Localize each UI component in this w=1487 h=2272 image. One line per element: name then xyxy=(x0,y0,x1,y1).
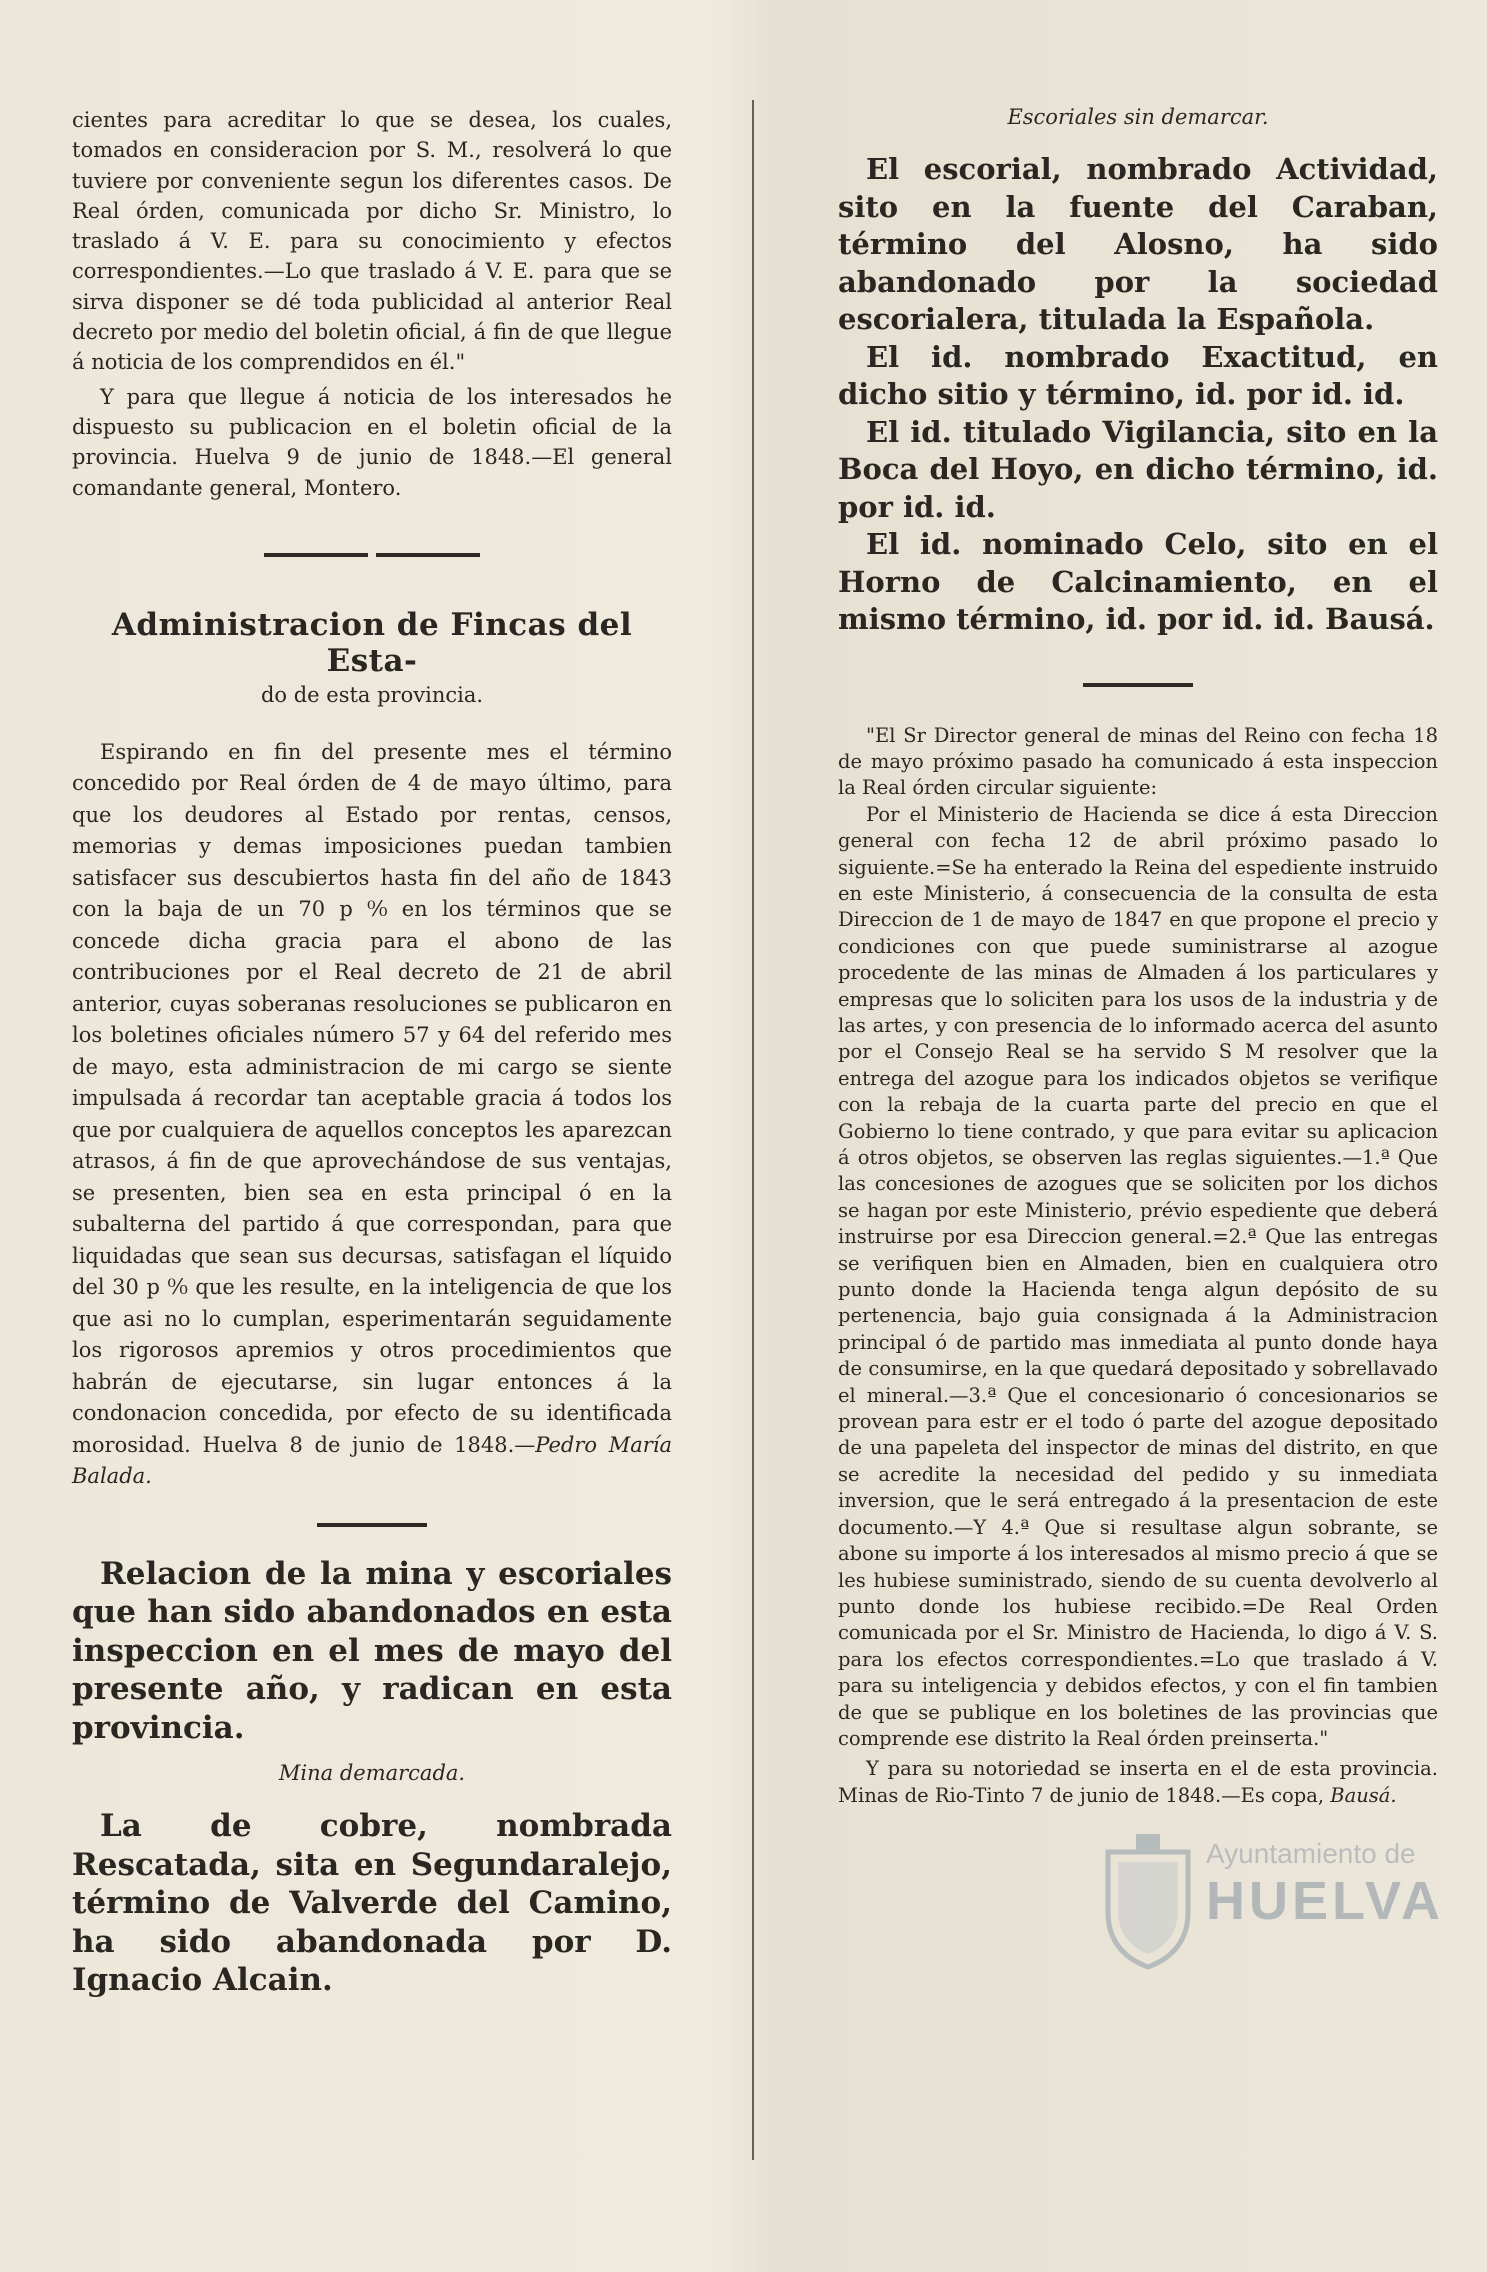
watermark-line-2: HUELVA xyxy=(1206,1871,1444,1931)
escorial-entry-1: El escorial, nombrado Actividad, sito en la fuente del Caraban, término del Alosno, ha sido abandonado por la sociedad escorialera, titulada la Española. xyxy=(838,152,1438,336)
right-paragraph-2: Por el Ministerio de Hacienda se dice á esta Direccion general con fecha 12 de abril próximo pasado lo siguiente.=Se ha enterado la Reina del espediente instruido en este Ministerio, á consecuencia de la consulta de esta Direccion de 1 de mayo de 1847 en que propone el precio y condiciones con que puede suministrarse al azogue procedente de las minas de Almaden á los particulares y empresas que lo soliciten para los usos de la industria y de las artes, y con presencia de lo informado acerca del asunto por el Consejo Real se ha servido S M resolver que la entrega del azogue para los indicados objetos se verifique con la rebaja de la cuarta parte del precio en que el Gobierno lo tiene contrado, y que para evitar su aplicacion á otros objetos, se observen las reglas siguientes.—1.ª Que las concesiones de azogues que se soliciten por los dichos se hagan por este Ministerio, prévio espediente que deberá instruirse por esa Direccion general.=2.ª Que las entregas se verifiquen bien en Almaden, bien en cualquiera otro punto donde la Hacienda tenga algun depósito de su pertenencia, bajo guia consignada á la Administracion principal ó de partido mas inmediata al punto donde haya de consumirse, en la que quedará depositado y sobrellavado el mineral.—3.ª Que el concesionario ó concesionarios se provean para estr er el todo ó parte del azogue depositado de una papeleta del inspector de minas del distrito, en que se acredite la necesidad del pedido y su inmediata inversion, que le será entregado á la presentacion de este documento.—Y 4.ª Que si resultase algun sobrante, se abone su importe á los interesados al mismo precio á que se les hubiese suministrado, siendo de su cuenta devolverlo al punto donde los hubiese recibido.=De Real Orden comunicada por el Sr. Ministro de Hacienda, lo digo á V. S. para los efectos correspondientes.=Lo que traslado á V. para su inteligencia y debidos efectos, y con el fin tambien de que se publique en los boletines de las provincias que comprende ese distrito la Real órden preinserta." xyxy=(838,802,1438,1750)
watermark-logo xyxy=(1088,1832,1468,1982)
section-title-administracion: Administracion de Fincas del Esta- xyxy=(111,606,633,679)
signature: Bausá. xyxy=(1330,1783,1397,1807)
closing-body: Y para su notoriedad se inserta en el de esta provincia. Minas de Rio-Tinto 7 de junio de 1848.—Es copa, xyxy=(838,1757,1438,1807)
section-divider xyxy=(72,553,672,557)
notice-body: Espirando en fin del presente mes el término concedido por Real órden de 4 de mayo último, para que los deudores al Estado por rentas, censos, memorias y demas imposiciones puedan tambien satisfacer sus descubiertos hasta fin del año de 1843 con la baja de un 70 p ⁰⁄₀ en los términos que se concede dicha gracia para el abono de las contribuciones por el Real decreto de 21 de abril anterior, cuyas soberanas resoluciones se publicaron en los boletines oficiales número 57 y 64 del referido mes de mayo, esta administracion de mi cargo se siente impulsada á recordar tan aceptable gracia á todos los que por cualquiera de aquellos conceptos les aparezcan atrasos, á fin de que aprovechándose de sus ventajas, se presenten, bien sea en esta principal ó en la subalterna del partido á que correspondan, para que liquidadas que sean sus decursas, satisfagan el líquido del 30 p ⁰⁄₀ que les resulte, en la inteligencia de que los que asi no lo cumplan, esperimentarán seguidamente los rigorosos apremios y otros procedimientos que habrán de ejecutarse, sin lugar entonces á la condonacion concedida, por efecto de su identificada morosidad. Huelva 8 de junio de 1848.— xyxy=(72,739,672,1457)
escoriales-heading: Escoriales sin demarcar. xyxy=(1007,105,1269,129)
crest-icon xyxy=(1098,1832,1198,1972)
mina-entry: La de cobre, nombrada Rescatada, sita en Segundaralejo, término de Valverde del Camino, ha sido abandonada por D. Ignacio Alcain. xyxy=(72,1808,672,1999)
right-paragraph-3 xyxy=(838,1756,1438,1809)
left-column xyxy=(72,105,672,2000)
left-paragraph-3 xyxy=(72,737,672,1493)
escorial-entry-4: El id. nominado Celo, sito en el Horno de Calcinamiento, en el mismo término, id. por id. id. Bausá. xyxy=(838,527,1438,636)
left-paragraph-1: cientes para acreditar lo que se desea, los cuales, tomados en consideracion por S. M., resolverá lo que tuviere por conveniente segun los diferentes casos. De Real órden, comunicada por dicho Sr. Ministro, lo traslado á V. E. para su conocimiento y efectos correspondientes.—Lo que traslado á V. E. para que se sirva disponer se dé toda publicidad al anterior Real decreto por medio del boletin oficial, á fin de que llegue á noticia de los comprendidos en él." xyxy=(72,108,672,375)
column-divider xyxy=(752,100,754,2160)
right-column xyxy=(838,105,1438,1809)
left-paragraph-2: Y para que llegue á noticia de los interesados he dispuesto su publicacion en el boletin oficial de la provincia. Huelva 9 de junio de 1848.—El general comandante general, Montero. xyxy=(72,384,672,500)
section-divider xyxy=(317,1523,427,1527)
watermark-line-1: Ayuntamiento de xyxy=(1206,1838,1416,1869)
right-paragraph-1: "El Sr Director general de minas del Reino con fecha 18 de mayo próximo pasado ha comunicado á esta inspeccion la Real órden circular siguiente: xyxy=(838,723,1438,800)
escorial-entry-2: El id. nombrado Exactitud, en dicho sitio y término, id. por id. id. xyxy=(838,339,1438,411)
section-divider xyxy=(1083,683,1193,687)
signature: Pedro María Balada. xyxy=(72,1432,672,1489)
mina-demarcada-heading: Mina demarcada. xyxy=(278,1761,466,1786)
section-subtitle-administracion: do de esta provincia. xyxy=(260,682,484,707)
escorial-entry-3: El id. titulado Vigilancia, sito en la Boca del Hoyo, en dicho término, id. por id. id. xyxy=(838,414,1438,524)
section-title-relacion: Relacion de la mina y escoriales que han sido abandonados en esta inspeccion en el mes de mayo del presente año, y radican en esta provincia. xyxy=(72,1555,672,1746)
